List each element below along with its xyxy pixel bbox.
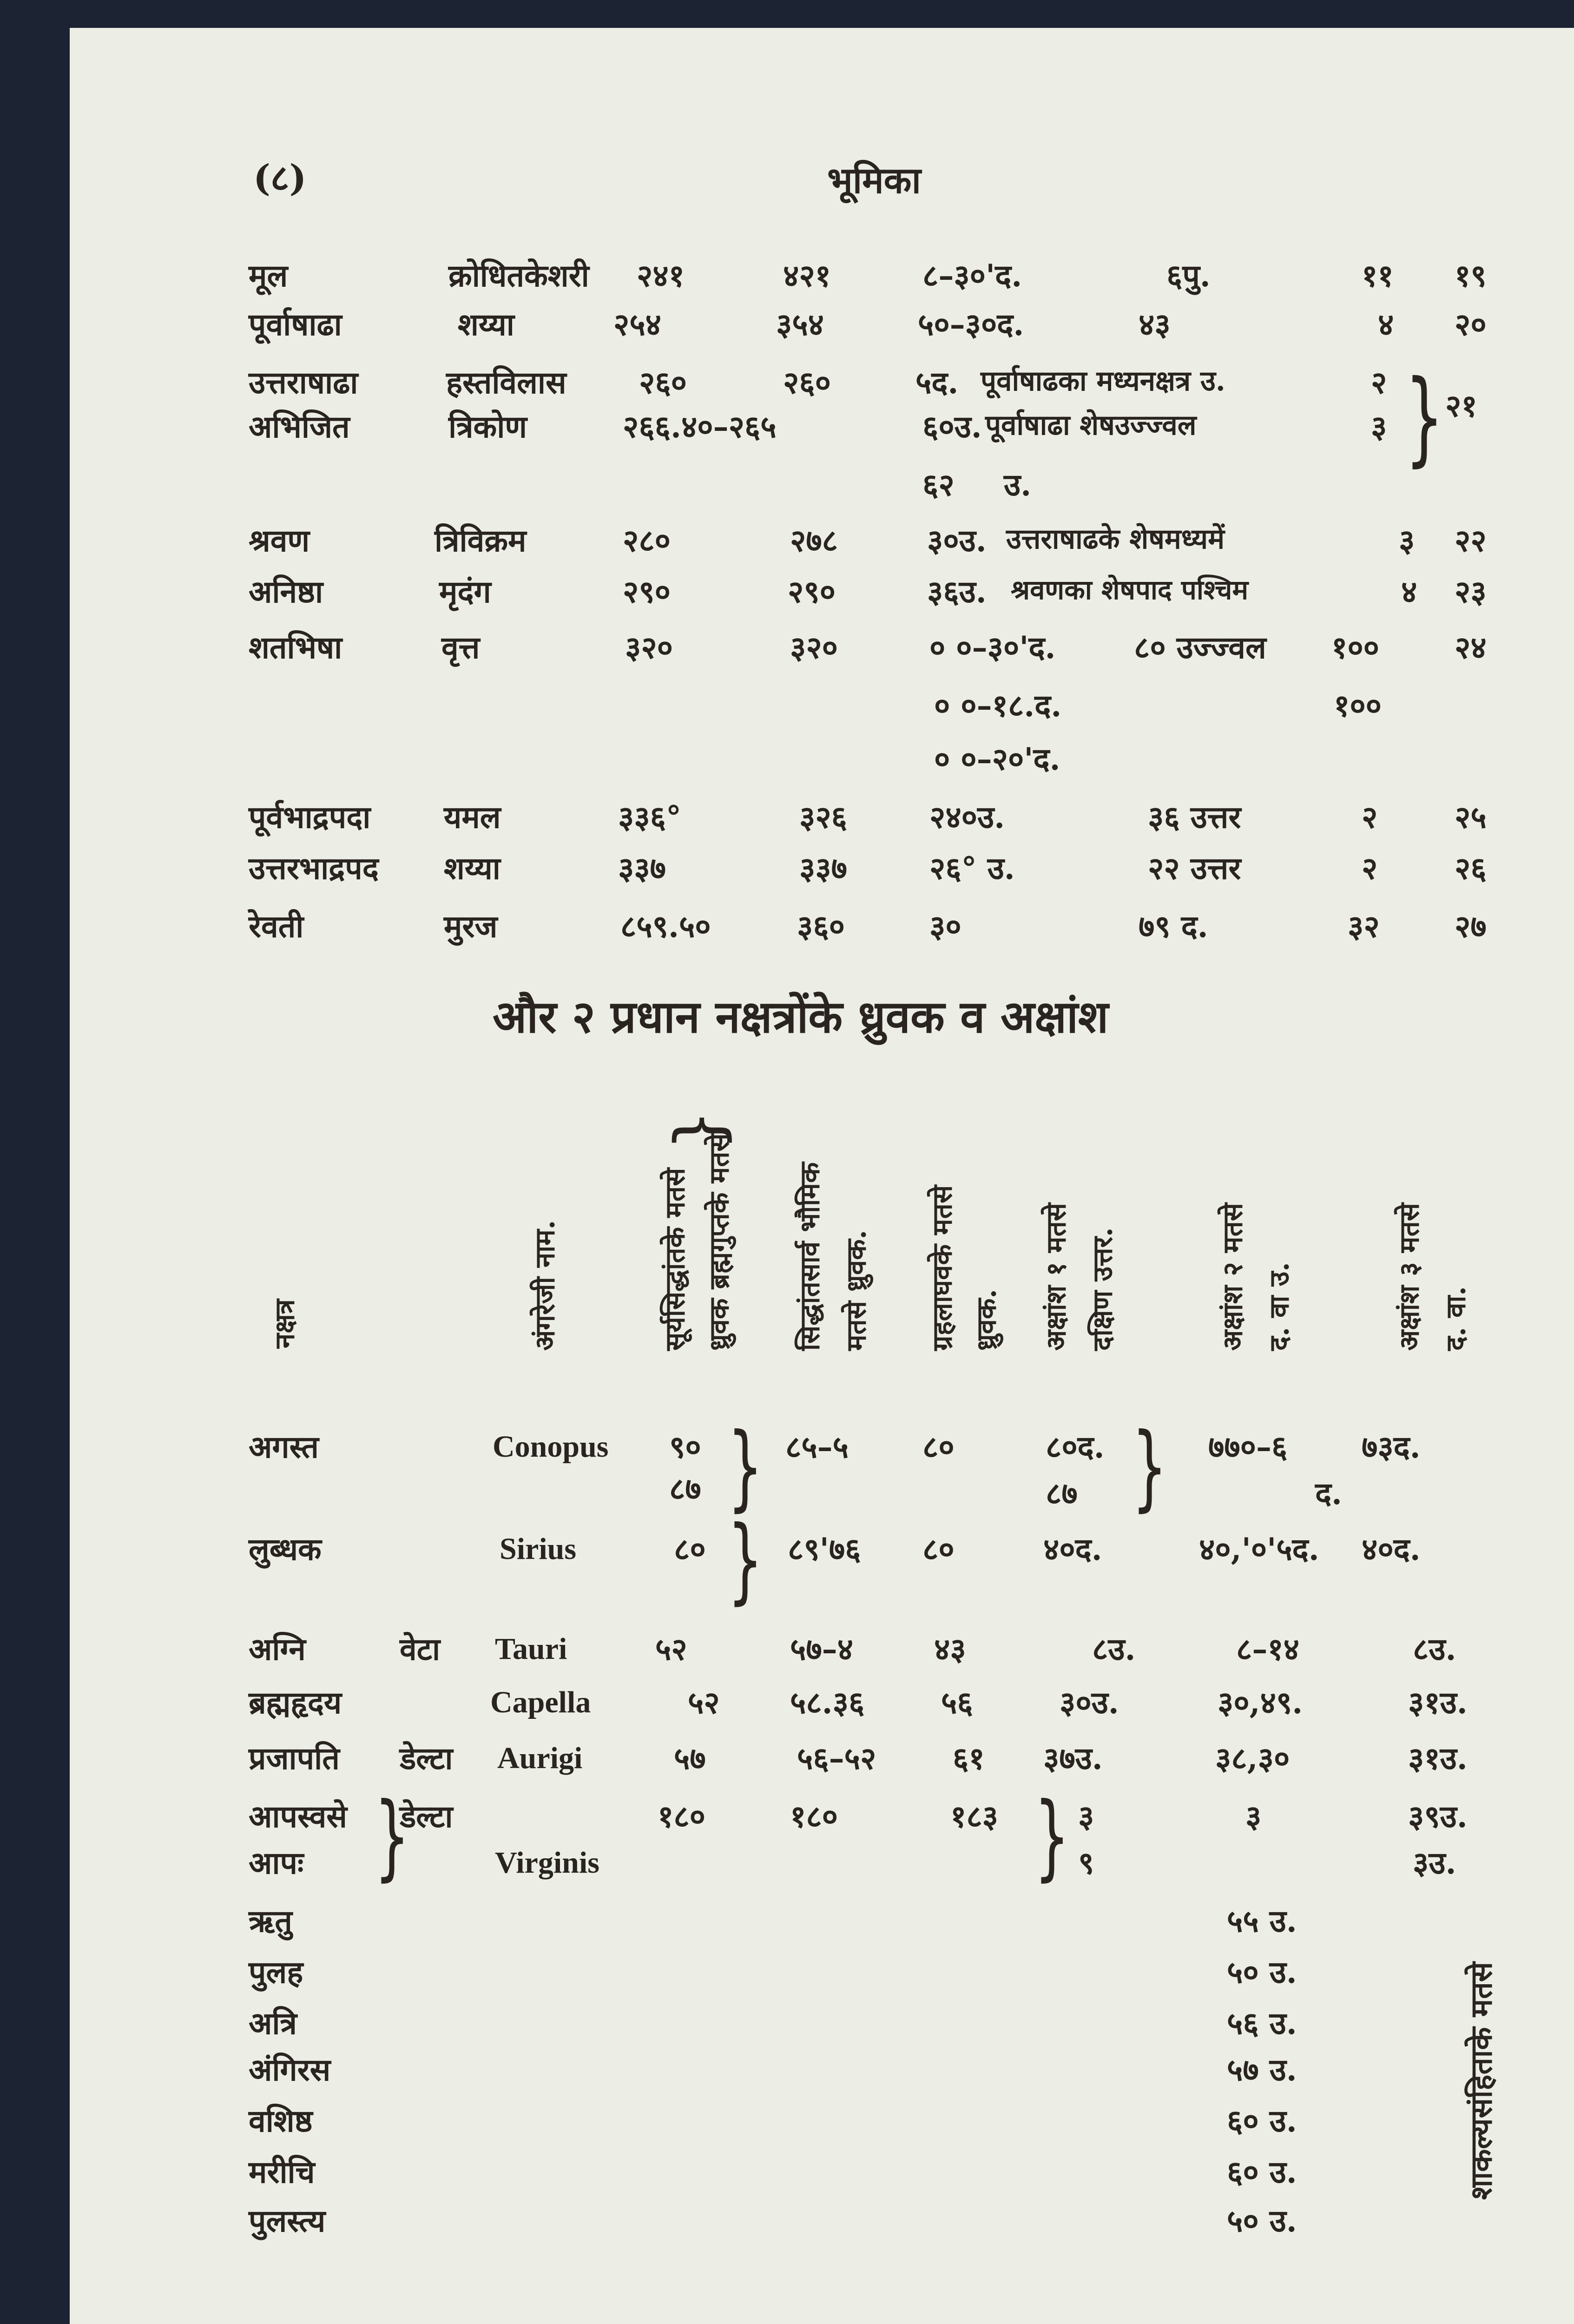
english-name: Aurigi (497, 1741, 583, 1775)
akshansh1-value: ३७उ. (1043, 1740, 1103, 1776)
cell-b: ३५४ (776, 306, 824, 343)
header-d-or-u: द. वा उ. (1263, 1262, 1295, 1351)
star-name: अंगिरस (249, 2052, 331, 2088)
yoga-name: यमल (444, 799, 501, 835)
grahalaghav-value: ४३ (934, 1631, 966, 1667)
star-name: आपः (249, 1845, 304, 1881)
cell-number: २७ (1455, 908, 1487, 944)
cell-d: २२ उत्तर (1148, 850, 1241, 886)
cell-c: ० ०–१८.द. (934, 687, 1062, 724)
cell-c: ० ०–२०'द. (934, 741, 1060, 777)
star-name: लुब्धक (249, 1531, 322, 1567)
english-name: Sirius (500, 1532, 577, 1566)
cell-e: २ (1371, 364, 1387, 401)
page-title: भूमिका (827, 159, 921, 202)
akshansh1-value: ८उ. (1092, 1631, 1136, 1667)
cell-b: २६० (783, 364, 831, 401)
cell-c: ३० (929, 908, 962, 944)
cell-number: २० (1455, 306, 1487, 343)
siddhanta-value: ८९'७६ (788, 1531, 861, 1567)
right-brace-icon: } (727, 1506, 763, 1614)
cell-a: २८० (623, 522, 671, 559)
star-name: वशिष्ठ (249, 2103, 313, 2139)
yoga-name: मुरज (444, 908, 498, 944)
akshansh1-value: ३०उ. (1060, 1684, 1119, 1721)
akshansh1-value: ८०द. (1046, 1429, 1105, 1465)
header-siddhanta-dhruvak: मतसे ध्रुवक. (840, 1230, 872, 1351)
akshansh2-value: ५० उ. (1227, 2203, 1297, 2239)
page-number: (८) (253, 157, 307, 199)
akshansh3-value: ७३द. (1362, 1429, 1421, 1465)
star-name: पुलह (249, 1954, 303, 1990)
akshansh1-value: ३ (1078, 1798, 1094, 1835)
cell-c: ० ०–३०'द. (929, 629, 1056, 666)
cell-d: ८० उज्ज्वल (1134, 629, 1266, 666)
star-name: अगस्त (249, 1429, 319, 1465)
akshansh1-value-2: ८७ (1046, 1475, 1078, 1512)
cell-b: ४२१ (783, 257, 831, 294)
surya-value: ५७ (674, 1740, 706, 1776)
cell-d: उत्तराषाढके शेषमध्यमें (1006, 523, 1225, 555)
cell-b: ३२६ (799, 799, 847, 835)
nakshatra-name: शतभिषा (249, 629, 342, 666)
nakshatra-name: पूर्वाषाढा (249, 306, 342, 343)
akshansh2-value: ५७ उ. (1227, 2052, 1297, 2088)
yoga-name: वृत्त (441, 629, 480, 666)
cell-c: ३०उ. (927, 522, 987, 559)
grahalaghav-value: १८३ (950, 1798, 998, 1835)
cell-e: १०० (1331, 629, 1379, 666)
yoga-name: त्रिविक्रम (435, 522, 527, 559)
grahalaghav-value: ८० (922, 1531, 955, 1567)
nakshatra-name: उत्तरभाद्रपद (249, 850, 379, 886)
header-akshansh-2: अक्षांश २ मतसे (1217, 1203, 1249, 1351)
akshansh3-value: ३उ. (1413, 1845, 1456, 1881)
akshansh2-value: ३ (1245, 1798, 1262, 1835)
siddhanta-value: ५८.३६ (790, 1684, 865, 1721)
right-brace-icon: } (374, 1783, 410, 1891)
cell-number: २३ (1455, 574, 1487, 610)
akshansh1-value: ४०द. (1043, 1531, 1102, 1567)
cell-d: पूर्वाषाढका मध्यनक्षत्र उ. (981, 365, 1225, 397)
cell-e: ३ (1399, 522, 1415, 559)
cell-a: २४१ (637, 257, 685, 294)
akshansh2-value: ४०,'०'५द. (1199, 1531, 1319, 1567)
akshansh3-value: ३९उ. (1408, 1798, 1468, 1835)
akshansh2-value: ३८,३० (1215, 1740, 1290, 1776)
cell-e: २ (1362, 799, 1378, 835)
cell-e: ११ (1362, 257, 1394, 294)
cell-e: ३२ (1348, 908, 1380, 944)
star-name: आपस्वसे (249, 1798, 347, 1835)
cell-e: ४ (1401, 574, 1417, 610)
star-name: मरीचि (249, 2154, 315, 2190)
akshansh2-value-2: द. (1315, 1475, 1343, 1512)
surya-value: १८० (658, 1798, 705, 1835)
header-brahmagupta: ध्रुवक ब्रह्मगुप्तके मतसे (703, 1133, 735, 1351)
greek-prefix: वेटा (400, 1631, 441, 1667)
nakshatra-name: पूर्वभाद्रपदा (249, 799, 371, 835)
grahalaghav-value: ५६ (941, 1684, 973, 1721)
siddhanta-value: ५७–४ (790, 1631, 853, 1667)
siddhanta-value: १८० (790, 1798, 838, 1835)
english-name: Capella (490, 1685, 591, 1719)
siddhanta-value: ८५–५ (785, 1429, 849, 1465)
greek-prefix: डेल्टा (400, 1740, 453, 1776)
star-name: अत्रि (249, 2005, 297, 2041)
surya-value-2: ८७ (669, 1471, 701, 1507)
right-brace-icon: } (1034, 1783, 1070, 1891)
surya-value: ५२ (655, 1631, 687, 1667)
cell-c: ८–३०'द. (922, 257, 1022, 294)
yoga-name: क्रोधितकेशरी (448, 257, 589, 294)
english-name: Virginis (495, 1846, 599, 1880)
cell-c: ५०–३०द. (918, 306, 1024, 343)
grahalaghav-value: ८० (922, 1429, 955, 1465)
akshansh3-value: ८उ. (1413, 1631, 1456, 1667)
header-english-name: अंगरेजी नाम. (529, 1220, 561, 1351)
header-d-or: द. वा. (1440, 1286, 1472, 1351)
cell-a: २६६.४०–२६५ (623, 409, 777, 445)
star-name: प्रजापति (249, 1740, 340, 1776)
akshansh3-value: ३१उ. (1408, 1684, 1468, 1721)
right-brace-icon: } (1132, 1413, 1167, 1521)
cell-number: २६ (1455, 850, 1487, 886)
star-name: पुलस्त्य (249, 2203, 326, 2239)
akshansh2-value: ५० उ. (1227, 1954, 1297, 1990)
star-name: ब्रह्महृदय (249, 1684, 342, 1721)
cell-a: २६० (639, 364, 687, 401)
cell-b: ३२० (790, 629, 838, 666)
cell-c: ६०उ. (922, 409, 982, 445)
star-name: ऋतु (249, 1903, 292, 1939)
cell-a: २५४ (613, 306, 661, 343)
grahalaghav-value: ६१ (953, 1740, 985, 1776)
cell-c: ६२ (922, 467, 955, 503)
cell-number: २५ (1455, 799, 1487, 835)
akshansh2-value: ८–१४ (1236, 1631, 1299, 1667)
cell-b: २७८ (790, 522, 838, 559)
header-siddhanta-sarvabhaum: सिद्धांतसार्व भौमिक (794, 1162, 826, 1351)
right-brace-icon: } (727, 1413, 763, 1521)
cell-number: २२ (1455, 522, 1487, 559)
nakshatra-name: रेवती (249, 908, 304, 944)
akshansh2-value: ६० उ. (1227, 2103, 1297, 2139)
surya-value: ८० (674, 1531, 706, 1567)
yoga-name: शय्या (444, 850, 501, 886)
cell-a: ३३७ (618, 850, 666, 886)
cell-b: ३६० (797, 908, 845, 944)
akshansh2-value: ५५ उ. (1227, 1903, 1297, 1939)
english-name: Tauri (495, 1632, 567, 1666)
nakshatra-name: श्रवण (249, 522, 310, 559)
cell-a: ८५९.५० (620, 908, 711, 944)
yoga-name: त्रिकोण (448, 409, 527, 445)
header-brace-icon: } (661, 1109, 738, 1151)
cell-d: उ. (1004, 467, 1032, 503)
nakshatra-name: अनिष्ठा (249, 574, 323, 610)
akshansh2-value: ७७०–६ (1208, 1429, 1288, 1465)
greek-prefix: डेल्टा (400, 1798, 453, 1835)
cell-a: ३३६° (618, 799, 681, 835)
akshansh2-value: ३०,४९. (1218, 1684, 1303, 1721)
header-akshansh-3: अक्षांश ३ मतसे (1393, 1203, 1425, 1351)
nakshatra-name: मूल (249, 257, 288, 294)
akshansh3-value: ३१उ. (1408, 1740, 1468, 1776)
yoga-name: शय्या (458, 306, 514, 343)
cell-e: ४ (1378, 306, 1394, 343)
header-akshansh-1: अक्षांश १ मतसे (1040, 1203, 1072, 1351)
yoga-name: हस्तविलास (446, 364, 566, 401)
star-name: अग्नि (249, 1631, 306, 1667)
header-surya-siddhanta: सूर्यसिद्धांतके मतसे (659, 1168, 691, 1351)
cell-e: २ (1362, 850, 1378, 886)
cell-d: ७९ द. (1139, 908, 1208, 944)
cell-number: २१ (1445, 388, 1477, 424)
cell-b: ३३७ (799, 850, 847, 886)
akshansh1-value: ९ (1078, 1845, 1094, 1881)
cell-d: ४३ (1139, 306, 1171, 343)
surya-value: ५२ (688, 1684, 720, 1721)
cell-number: १९ (1455, 257, 1487, 294)
yoga-name: मृदंग (439, 574, 491, 610)
header-nakshatra: नक्षत्र (269, 1299, 301, 1348)
cell-c: २४०उ. (929, 799, 1005, 835)
cell-d: ३६ उत्तर (1148, 799, 1241, 835)
header-grahalaghav: ग्रहलाघवके मतसे (926, 1185, 958, 1351)
cell-d: पूर्वाषाढा शेषउज्ज्वल (985, 409, 1197, 442)
cell-c: २६° उ. (929, 850, 1015, 886)
side-label-shakalya: शाकल्यसंहिताके मतसे (1464, 1962, 1499, 2200)
nakshatra-name: उत्तराषाढा (249, 364, 358, 401)
header-grahalaghav-dhruvak: ध्रुवक. (970, 1289, 1002, 1351)
english-name: Conopus (493, 1430, 609, 1464)
cell-d: श्रवणका शेषपाद पश्चिम (1011, 574, 1249, 606)
cell-c: ३६उ. (927, 574, 987, 610)
akshansh3-value: ४०द. (1362, 1531, 1421, 1567)
cell-c: ५द. (915, 364, 959, 401)
header-dakshin-uttar: दक्षिण उत्तर. (1087, 1227, 1119, 1351)
cell-e: १०० (1334, 687, 1382, 724)
akshansh2-value: ६० उ. (1227, 2154, 1297, 2190)
cell-d: ६पु. (1166, 257, 1211, 294)
siddhanta-value: ५६–५२ (797, 1740, 876, 1776)
right-brace-icon: } (1404, 358, 1444, 477)
surya-value: ९० (669, 1429, 701, 1465)
akshansh2-value: ५६ उ. (1227, 2005, 1297, 2041)
cell-e: ३ (1371, 409, 1387, 445)
cell-a: २९० (623, 574, 671, 610)
cell-b: २९० (788, 574, 836, 610)
nakshatra-name: अभिजित (249, 409, 350, 445)
cell-number: २४ (1455, 629, 1487, 666)
section-title: और २ प्रधान नक्षत्रोंके ध्रुवक व अक्षांश (493, 990, 1109, 1043)
cell-a: ३२० (625, 629, 673, 666)
